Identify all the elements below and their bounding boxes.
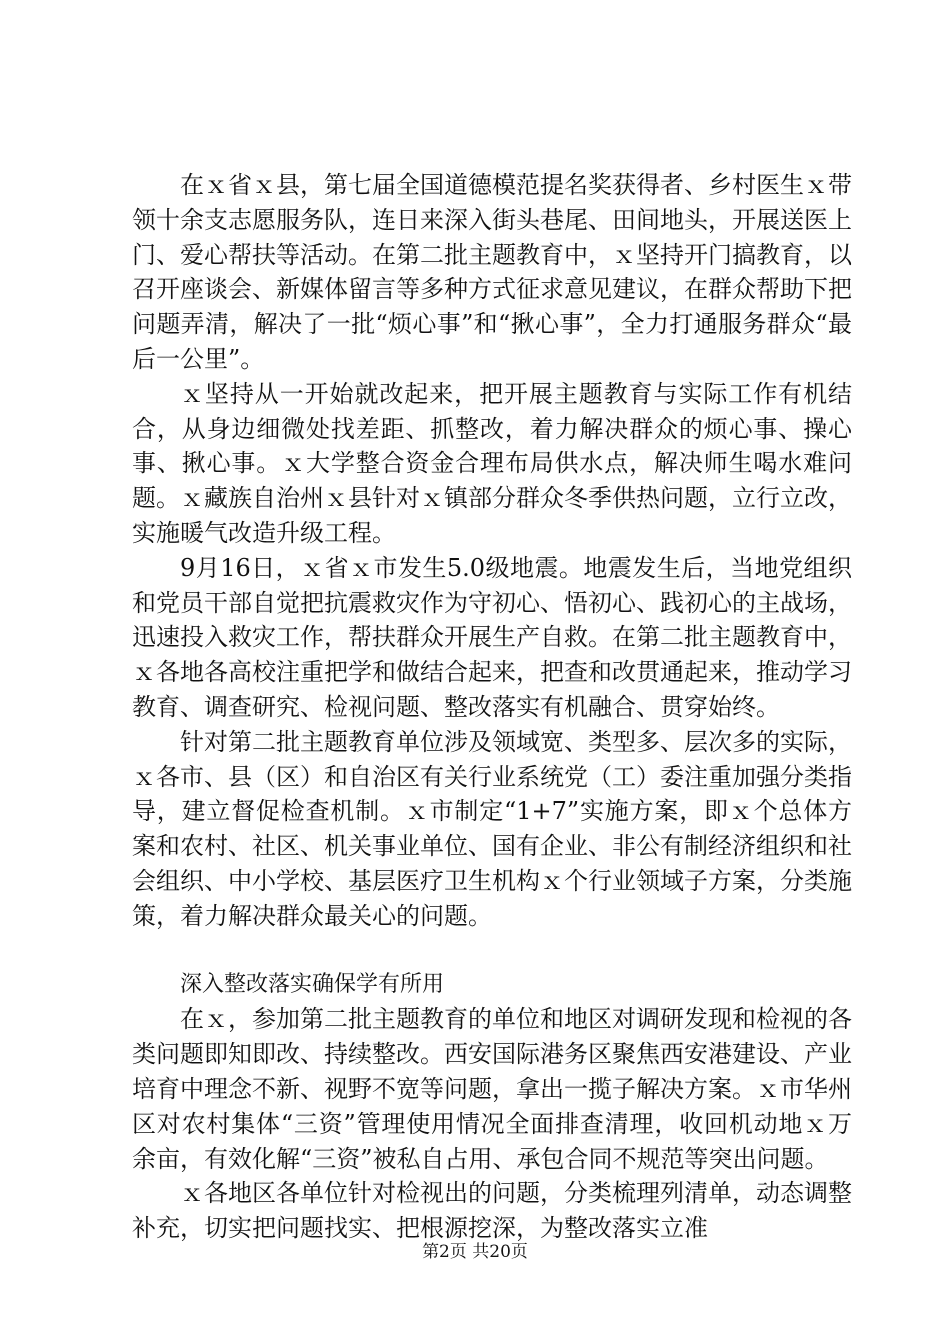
paragraph: 针对第二批主题教育单位涉及领域宽、类型多、层次多的实际，ｘ各市、县（区）和自治区有关行业系统党（工）委注重加强分类指导，建立督促检查机制。ｘ市制定“1+7”实施方案，即ｘ个总体方案和农村、社区、机关事业单位、国有企业、非公有制经济组织和社会组织、中小学校、基层医疗卫生机构ｘ个行业领域子方案，分类施策，着力解决群众最关心的问题。	[132, 727, 852, 930]
paragraph: ｘ各地区各单位针对检视出的问题，分类梳理列清单，动态调整补充，切实把问题找实、把根源挖深，为整改落实立准	[132, 1179, 852, 1243]
section-heading: 深入整改落实确保学有所用	[180, 971, 445, 997]
paragraph: 在ｘ省ｘ县，第七届全国道德模范提名奖获得者、乡村医生ｘ带领十余支志愿服务队，连日来深入街头巷尾、田间地头，开展送医上门、爱心帮扶等活动。在第二批主题教育中，ｘ坚持开门搞教育，以召开座谈会、新媒体留言等多种方式征求意见建议，在群众帮助下把问题弄清，解决了一批“烦心事”和“揪心事”，全力打通服务群众“最后一公里”。	[132, 171, 852, 373]
paragraph: 在ｘ，参加第二批主题教育的单位和地区对调研发现和检视的各类问题即知即改、持续整改。西安国际港务区聚焦西安港建设、产业培育中理念不新、视野不宽等问题，拿出一揽子解决方案。ｘ市华州区对农村集体“三资”管理使用情况全面排查清理，收回机动地ｘ万余亩，有效化解“三资”被私自占用、承包合同不规范等突出问题。	[132, 1005, 852, 1173]
document-body	[132, 168, 852, 1246]
paragraph: 9月16日，ｘ省ｘ市发生5.0级地震。地震发生后，当地党组织和党员干部自觉把抗震救灾作为守初心、悟初心、践初心的主战场，迅速投入救灾工作，帮扶群众开展生产自救。在第二批主题教育中，ｘ各地各高校注重把学和做结合起来，把查和改贯通起来，推动学习教育、调查研究、检视问题、整改落实有机融合、贯穿始终。	[132, 553, 852, 721]
page-footer: 第2页 共20页	[422, 1242, 528, 1262]
paragraph: ｘ坚持从一开始就改起来，把开展主题教育与实际工作有机结合，从身边细微处找差距、抓整改，着力解决群众的烦心事、操心事、揪心事。ｘ大学整合资金合理布局供水点，解决师生喝水难问题。ｘ藏族自治州ｘ县针对ｘ镇部分群众冬季供热问题，立行立改，实施暖气改造升级工程。	[132, 379, 852, 547]
